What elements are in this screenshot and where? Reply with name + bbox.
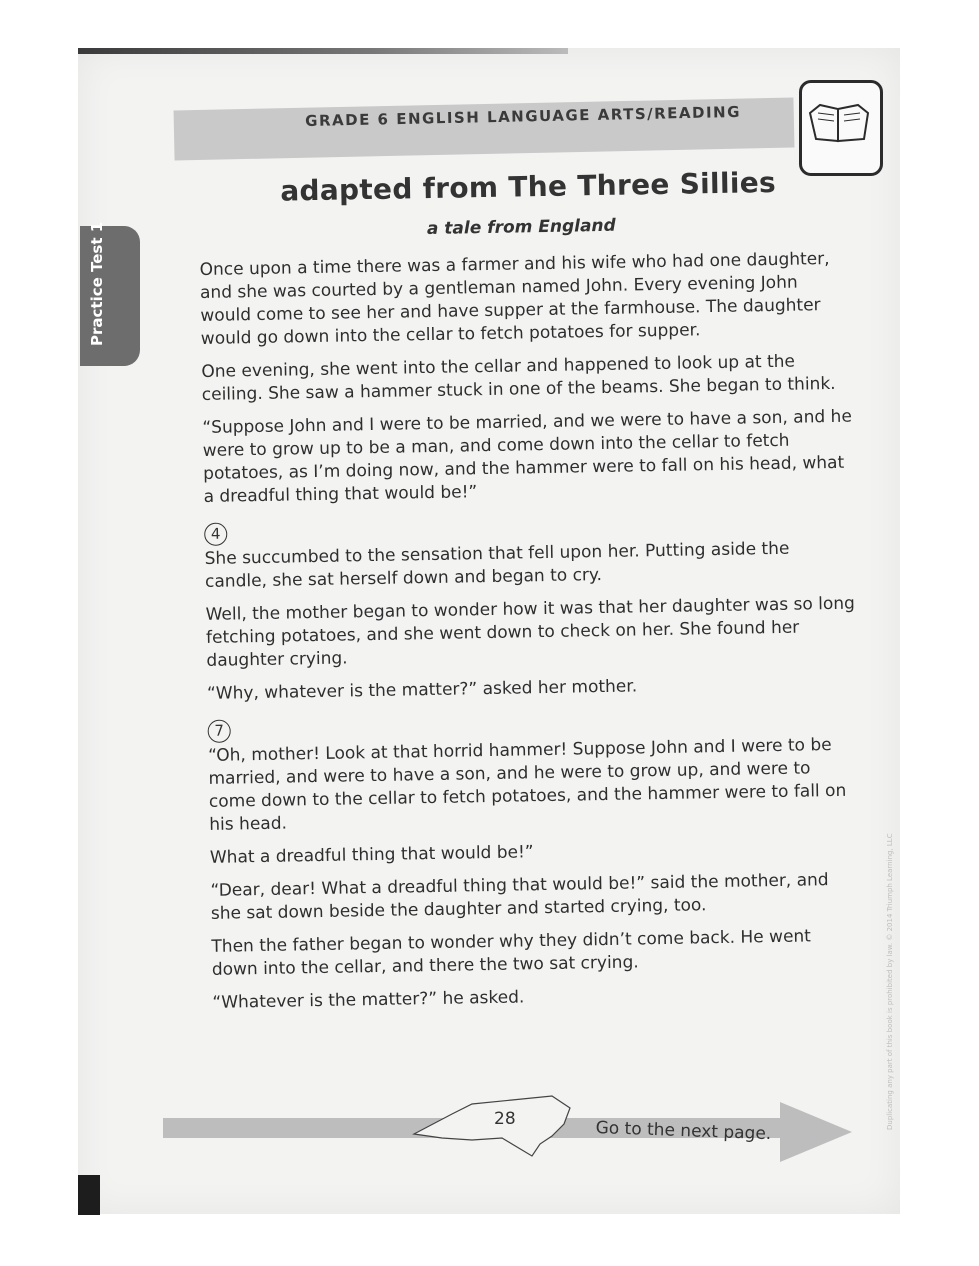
story-subtitle: a tale from England bbox=[426, 215, 616, 240]
page-corner-shadow bbox=[78, 1175, 100, 1215]
paragraph-2: One evening, she went into the cellar and happened to look up at the ceiling. She saw a hammer stuck in one of the beams. She began to think. bbox=[201, 351, 836, 405]
paragraph-8: What a dreadful thing that would be!” bbox=[209, 842, 534, 868]
practice-test-tab bbox=[80, 221, 140, 366]
paragraph-marker-4: 4 bbox=[204, 523, 227, 546]
grade-header-title: GRADE 6 ENGLISH LANGUAGE ARTS/READING bbox=[305, 102, 742, 130]
paragraph-6: “Why, whatever is the matter?” asked her mother. bbox=[206, 676, 638, 704]
paragraph-10: Then the father began to wonder why they didn’t come back. He went down into the cellar, and there the two sat crying. bbox=[211, 926, 812, 980]
paragraph-1: Once upon a time there was a farmer and his wife who had one daughter, and she was courted by a gentleman named John. Every evening John would come to see her and have supper at the farmhouse. The daughter would go down into the cellar to fetch potatoes for supper. bbox=[199, 248, 830, 349]
paragraph-4: She succumbed to the sensation that fell upon her. Putting aside the candle, she sat herself down and began to cry. bbox=[204, 538, 790, 592]
page-top-edge bbox=[78, 48, 568, 54]
page-number: 28 bbox=[494, 1109, 516, 1129]
next-page-label: Go to the next page. bbox=[595, 1118, 772, 1145]
paragraph-11: “Whatever is the matter?” he asked. bbox=[212, 987, 525, 1013]
copyright-notice: Duplicating any part of this book is prohibited by law. © 2014 Triumph Learning, LLC bbox=[886, 833, 894, 1130]
paragraph-9: “Dear, dear! What a dreadful thing that would be!” said the mother, and she sat down beside the daughter and started crying, too. bbox=[210, 870, 829, 924]
story-title: adapted from The Three Sillies bbox=[279, 165, 777, 208]
open-book-icon bbox=[806, 99, 872, 147]
paragraph-3: “Suppose John and I were to be married, and we were to have a son, and he were to grow up to be a man, and come down into the cellar to fetch potatoes, as I’m doing now, and the hammer were to fall on his head, what a dreadful thing that would be!” bbox=[202, 406, 852, 507]
next-page-arrow-icon bbox=[780, 1102, 852, 1162]
paragraph-7: “Oh, mother! Look at that horrid hammer! Suppose John and I were to be married, and were to have a son, and he were to grow up, and were to come down to the cellar to fetch potatoes, and the hammer were to fall on his head. bbox=[207, 735, 847, 835]
paragraph-5: Well, the mother began to wonder how it was that her daughter was so long fetching potatoes, and she went down to check on her. She found her daughter crying. bbox=[205, 593, 856, 671]
story-content bbox=[198, 165, 863, 1025]
paragraph-marker-7: 7 bbox=[207, 720, 230, 743]
practice-test-label: Practice Test 1 bbox=[88, 221, 106, 346]
book-icon-box bbox=[799, 80, 883, 176]
